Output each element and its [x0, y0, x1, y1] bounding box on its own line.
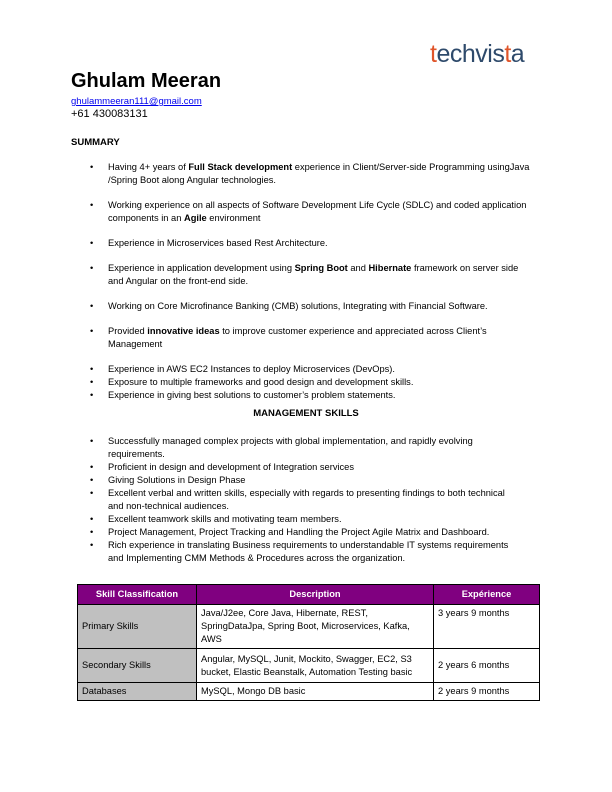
summary-item: • Experience in application development using Spring Boot and Hibernate framework on server side and Angular on the front-end side. — [90, 262, 530, 288]
table-row — [78, 605, 540, 649]
summary-item: • Experience in giving best solutions to customer’s problem statements. — [90, 389, 530, 402]
logo-end: a — [510, 40, 525, 68]
summary-title: SUMMARY — [71, 137, 120, 148]
summary-item: • Having 4+ years of Full Stack development experience in Client/Server-side Programming usingJava /Spring Boot along Angular technologies. — [90, 161, 530, 187]
management-item: • Proficient in design and development of Integration services — [90, 461, 522, 474]
management-item: • Rich experience in translating Business requirements to understandable IT systems requirements and Implementing CMM Methods & Procedures across the organization. — [90, 539, 522, 565]
summary-item: • Working on Core Microfinance Banking (CMB) solutions, Integrating with Financial Software. — [90, 300, 530, 313]
management-item: • Giving Solutions in Design Phase — [90, 474, 522, 487]
management-item: • Project Management, Project Tracking and Handling the Project Agile Matrix and Dashboard. — [90, 526, 522, 539]
experience-cell: 3 years 9 months — [434, 605, 540, 649]
management-title: MANAGEMENT SKILLS — [253, 408, 359, 419]
summary-item: • Experience in AWS EC2 Instances to deploy Microservices (DevOps). — [90, 363, 530, 376]
summary-item: • Working experience on all aspects of Software Development Life Cycle (SDLC) and coded application components in an Agile environment — [90, 199, 530, 225]
candidate-name: Ghulam Meeran — [71, 70, 222, 92]
company-logo — [430, 40, 524, 69]
experience-cell: 2 years 9 months — [434, 683, 540, 701]
summary-item: • Experience in Microservices based Rest Architecture. — [90, 237, 530, 250]
description-cell: Angular, MySQL, Junit, Mockito, Swagger, EC2, S3 bucket, Elastic Beanstalk, Automation Testing basic — [197, 649, 434, 683]
phone-number: +61 430083131 — [71, 108, 148, 120]
header-skill-classification: Skill Classification — [78, 585, 197, 605]
header-experience: Expérience — [434, 585, 540, 605]
table-header-row — [78, 585, 540, 605]
logo-t1: t — [430, 40, 437, 68]
skill-classification-cell: Databases — [78, 683, 197, 701]
logo-t2: t — [504, 40, 511, 68]
experience-cell: 2 years 6 months — [434, 649, 540, 683]
table-row — [78, 683, 540, 701]
summary-list — [90, 161, 530, 402]
table-row — [78, 649, 540, 683]
management-item: • Excellent verbal and written skills, especially with regards to presenting findings to both technical and non-technical audiences. — [90, 487, 522, 513]
header-description: Description — [197, 585, 434, 605]
skill-classification-cell: Secondary Skills — [78, 649, 197, 683]
summary-item: • Provided innovative ideas to improve customer experience and appreciated across Client’s Management — [90, 325, 530, 351]
skill-classification-cell: Primary Skills — [78, 605, 197, 649]
description-cell: Java/J2ee, Core Java, Hibernate, REST, SpringDataJpa, Spring Boot, Microservices, Kafka, AWS — [197, 605, 434, 649]
logo-mid: echvis — [436, 40, 505, 68]
email-link[interactable]: ghulammeeran111@gmail.com — [71, 96, 202, 107]
management-item: • Successfully managed complex projects with global implementation, and rapidly evolving requirements. — [90, 435, 522, 461]
description-cell: MySQL, Mongo DB basic — [197, 683, 434, 701]
summary-item: • Exposure to multiple frameworks and good design and development skills. — [90, 376, 530, 389]
skills-table — [77, 584, 540, 701]
management-item: • Excellent teamwork skills and motivating team members. — [90, 513, 522, 526]
management-list — [90, 435, 522, 565]
